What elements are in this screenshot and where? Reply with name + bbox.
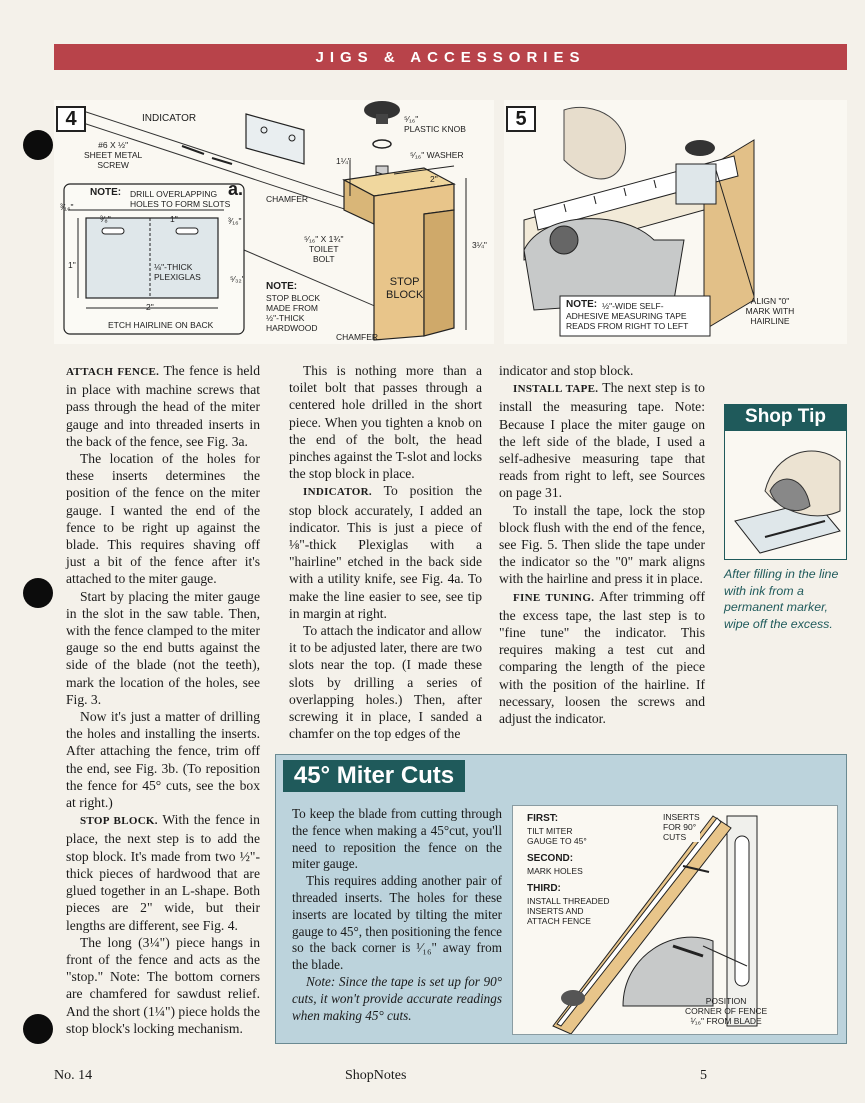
col2-para-2: INDICATOR. To position the stop block accurately, I added an indicator. This is just a piece of ⅛"-thick Plexiglas with a "hairline" etched in the back side with a utility knife, see Fig. 4a. To make the line easier to see, see tip in margin at right. xyxy=(289,483,482,621)
first-step-title: FIRST: xyxy=(527,813,559,824)
dim-1-1-4-label: 1¼" xyxy=(336,156,351,166)
miter-cuts-text xyxy=(292,806,502,1024)
detail-a-dim-1-side: 1" xyxy=(68,260,76,270)
col2-para-1: This is nothing more than a toilet bolt that passes through a centered hole drilled in the short piece. When you tighten a knob on the end of the bolt, the head pinches against the T-slot and locks the stop block in place. xyxy=(289,363,482,482)
miter-para-2: This requires adding another pair of threaded inserts. The holes for these inserts are located by tilting the miter gauge to 45°, then positioning the fence so the back corner is ¹⁄₁₆" away from the blade. xyxy=(292,873,502,973)
col1-para-6: The long (3¼") piece hangs in front of the fence and acts as the "stop." Note: The bottom corners are chamfered for sawdust relief. And the short (1¼") piece holds the stop block's locking mechanism. xyxy=(66,934,260,1036)
figure-4 xyxy=(54,100,494,344)
washer-label: ⁵⁄₁₆" WASHER xyxy=(410,150,464,160)
position-label: POSITION CORNER OF FENCE ¹⁄₁₆" FROM BLADE xyxy=(685,996,768,1026)
footer-page-number: 5 xyxy=(700,1068,707,1083)
first-step-body: TILT MITER GAUGE TO 45° xyxy=(527,826,587,846)
miter-cuts-figure xyxy=(512,805,838,1035)
figure-4-number: 4 xyxy=(56,106,86,132)
indicator-label: INDICATOR xyxy=(142,113,197,124)
third-step-body: INSTALL THREADED INSERTS AND ATTACH FENCE xyxy=(527,896,610,926)
binder-hole-middle xyxy=(23,578,53,608)
detail-a-note-title: NOTE: xyxy=(90,187,122,198)
sheet-metal-screw-label: #6 X ½" SHEET METAL SCREW xyxy=(84,140,143,170)
shop-tip-illustration xyxy=(724,430,847,560)
miter-cuts-title: 45° Miter Cuts xyxy=(283,760,465,792)
figure-5 xyxy=(504,100,847,344)
miter-note: Note: Since the tape is set up for 90° cuts, it won't provide accurate readings when making 45° cuts. xyxy=(292,973,502,1023)
col3-para-2: INSTALL TAPE. The next step is to install the measuring tape. Note: Because I place the miter gauge on the left side of the blade, I used a self-adhesive measuring tape that reads from right to left, see Sources on page 31. xyxy=(499,380,705,501)
fig4-note-title: NOTE: xyxy=(266,281,298,292)
footer-issue: No. 14 xyxy=(54,1068,93,1083)
detail-a-dim-3-16-left: ³⁄₁₆" xyxy=(60,202,74,212)
detail-a-dim-3-16-right: ³⁄₁₆" xyxy=(228,216,242,226)
shop-tip-drawing xyxy=(725,431,846,559)
detail-a-dim-3-8: ³⁄₈" xyxy=(100,214,111,224)
inserts-label: INSERTS FOR 90° CUTS xyxy=(663,812,700,842)
article-column-1 xyxy=(66,362,260,1037)
section-banner: JIGS & ACCESSORIES xyxy=(54,44,847,70)
miter-para-1: To keep the blade from cutting through the fence when making a 45°cut, you'll need to reposition the fence on the miter gauge. xyxy=(292,806,502,872)
binder-hole-bottom xyxy=(23,1014,53,1044)
align-zero-label: ALIGN "0" MARK WITH HAIRLINE xyxy=(745,296,795,326)
chamfer-bottom-label: CHAMFER xyxy=(336,332,379,342)
col1-para-4: Now it's just a matter of drilling the holes and installing the inserts. After attaching the fence, trim off the end, see Fig. 3b. (To reposition the fence for 45° cuts, see the box at right.) xyxy=(66,709,260,811)
binder-hole-top xyxy=(23,130,53,160)
article-column-2 xyxy=(289,362,482,742)
stop-block-label: STOP BLOCK xyxy=(386,276,424,301)
article-column-3 xyxy=(499,362,705,727)
detail-a-etch: ETCH HAIRLINE ON BACK xyxy=(108,320,214,330)
second-step-title: SECOND: xyxy=(527,853,574,864)
col3-para-1: indicator and stop block. xyxy=(499,363,634,378)
col1-para-3: Start by placing the miter gauge in the slot in the saw table. Then, with the fence clamped to the miter gauge so the end butts against the side of the blade (not the teeth), mark the location of the holes, see Fig. 3. xyxy=(66,588,260,707)
shop-tip-caption: After filling in the line with ink from a permanent marker, wipe off the excess. xyxy=(724,567,839,631)
figure-5-number: 5 xyxy=(506,106,536,132)
fig4-note-body: STOP BLOCK MADE FROM ½"-THICK HARDWOOD xyxy=(266,293,321,333)
fig5-note-body: ½"-WIDE SELF- ADHESIVE MEASURING TAPE READS FROM RIGHT TO LEFT xyxy=(566,301,689,331)
chamfer-top-label: CHAMFER xyxy=(266,194,309,204)
fig5-note-title: NOTE: xyxy=(566,299,598,310)
footer-magazine: ShopNotes xyxy=(345,1068,407,1083)
toilet-bolt-label: ⁵⁄₁₆" X 1¾" TOILET BOLT xyxy=(304,234,344,264)
col3-para-4: FINE TUNING. After trimming off the excess tape, the last step is to "fine tune" the indicator. This requires making a test cut and comparing the length of the piece with the position of the hairline. If necessary, loosen the screws and adjust the indicator. xyxy=(499,588,705,727)
detail-a-dim-2: 2" xyxy=(146,302,154,312)
col1-para-2: The location of the holes for these inserts determines the position of the fence on the miter gauge. I wanted the end of the fence to be right up against the blade. This requires shaving off just a bit of the fence after it's attached to the miter gauge. xyxy=(66,451,260,587)
shop-tip-title: Shop Tip xyxy=(724,404,847,430)
dim-2-label: 2" xyxy=(430,174,438,184)
detail-a-plexiglas: ⅛"-THICK PLEXIGLAS xyxy=(154,262,201,282)
detail-a-dim-5-32: ⁵⁄₃₂" xyxy=(230,274,245,284)
second-step-body: MARK HOLES xyxy=(527,866,583,876)
detail-a-note-body: DRILL OVERLAPPING HOLES TO FORM SLOTS xyxy=(130,189,231,209)
third-step-title: THIRD: xyxy=(527,883,561,894)
col2-para-3: To attach the indicator and allow it to be adjusted later, there are two slots near the top. (I made these slots by drilling a series of overlapping holes.) Then, after screwing it in place, I sanded a chamfer on the top edges of the xyxy=(289,623,482,742)
col3-para-3: To install the tape, lock the stop block flush with the end of the fence, see Fig. 5. Then slide the tape under the indicator so the "0" mark aligns with the hairline and press it in place. xyxy=(499,502,705,587)
plastic-knob-label: ⁵⁄₁₆" PLASTIC KNOB xyxy=(404,114,466,134)
col1-para-5: STOP BLOCK. With the fence in place, the next step is to add the stop block. It's made from two ½"-thick pieces of hardwood that are glued together in an L-shape. Both pieces are 2" wide, but their lengths are different, see Fig. 4. xyxy=(66,812,260,933)
detail-a-dim-1-top: 1" xyxy=(170,214,178,224)
dim-3-1-4-label: 3¼" xyxy=(472,240,487,250)
col1-para-1: ATTACH FENCE. The fence is held in place with machine screws that pass through the head of the miter gauge and into threaded inserts in the back of the fence, see Fig. 3a. xyxy=(66,363,260,449)
detail-a-letter: a. xyxy=(228,179,244,199)
